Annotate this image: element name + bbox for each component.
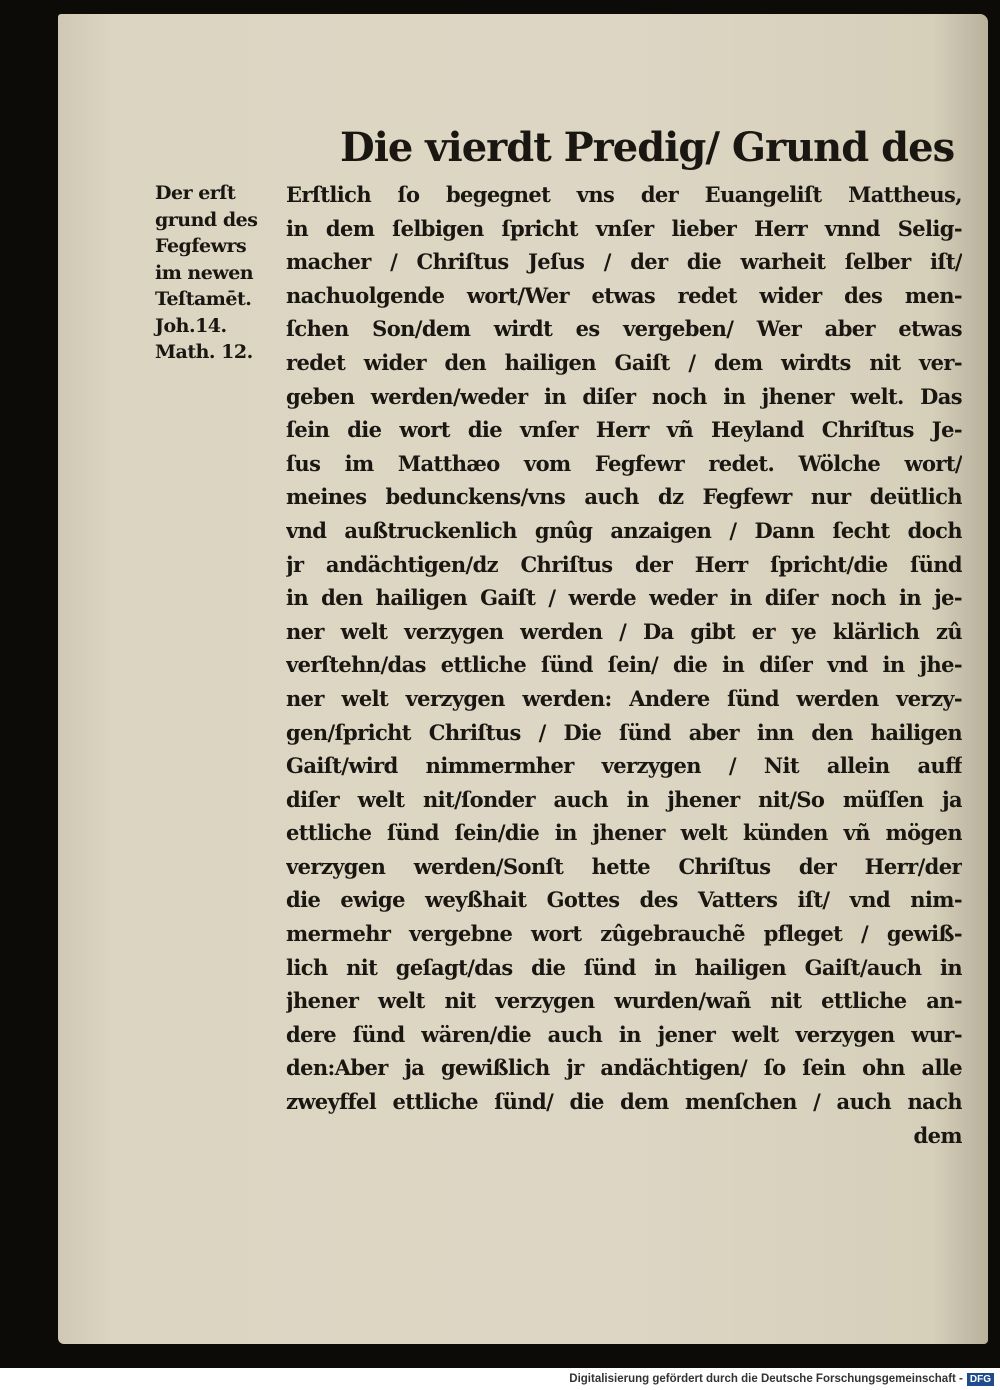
text-line: in den hailigen Gaiſt / werde weder in diſer noch in je-	[286, 585, 962, 611]
text-line: Gaiſt/wird nimmermher verzygen / Nit allein auff	[286, 753, 962, 779]
text-line: verzygen werden/Sonſt hette Chriſtus der Herr/der	[286, 853, 962, 879]
text-line: redet wider den hailigen Gaiſt / dem wirdts nit ver-	[286, 349, 962, 375]
text-line: dem	[913, 1122, 962, 1148]
text-line: ſein die wort die vnſer Herr vñ Heyland Chriſtus Je-	[286, 417, 962, 443]
text-line: ner welt verzygen werden / Da gibt er ye klärlich zû	[286, 618, 962, 644]
margin-note-line: Math. 12.	[155, 341, 253, 363]
footer	[0, 1368, 1000, 1390]
text-line: ſchen Son/dem wirdt es vergeben/ Wer aber etwas	[286, 316, 962, 342]
text-line: meines bedunckens/vns auch dz Fegfewr nur deütlich	[286, 484, 962, 510]
text-line: mermehr vergebne wort zûgebrauchẽ pfleget / gewiß-	[286, 921, 962, 947]
text-line: jr andächtigen/dz Chriſtus der Herr ſpricht/die ſünd	[286, 551, 962, 577]
text-line: geben werden/weder in diſer noch in jhener welt. Das	[286, 383, 962, 409]
text-line: ſus im Matthæo vom Fegfewr redet. Wölche wort/	[286, 450, 962, 476]
body-text	[286, 178, 962, 1152]
text-line: Erſtlich ſo begegnet vns der Euangeliſt Mattheus,	[286, 182, 962, 207]
text-line: verſtehn/das ettliche ſünd ſein/ die in diſer vnd in jhe-	[286, 652, 962, 678]
margin-note-line: grund des	[155, 208, 258, 231]
text-line: vnd außtruckenlich gnûg anzaigen / Dann ſecht doch	[286, 517, 962, 543]
text-line: macher / Chriſtus Jeſus / der die warheit ſelber iſt/	[286, 249, 962, 275]
margin-note-line: Der erſt	[155, 182, 236, 204]
text-line: den:Aber ja gewißlich jr andächtigen/ ſo ſein ohn alle	[286, 1055, 962, 1081]
text-line: zweyffel ettliche ſünd/ die dem menſchen / auch nach	[286, 1089, 962, 1115]
text-line: lich nit geſagt/das die ſünd in hailigen Gaiſt/auch in	[286, 954, 962, 980]
text-line: die ewige weyßhait Gottes des Vatters iſt/ vnd nim-	[286, 887, 962, 913]
margin-note-line: Fegfewrs	[155, 235, 247, 257]
margin-note-line: Joh.14.	[155, 314, 227, 337]
page-heading: Die vierdt Predig/ Grund des	[340, 124, 955, 171]
text-line: in dem ſelbigen ſpricht vnſer lieber Herr vnnd Selig-	[286, 215, 962, 241]
text-line: dere ſünd wären/die auch in jener welt verzygen wur-	[286, 1021, 962, 1047]
margin-note-line: im newen	[155, 261, 254, 284]
footer-text: Digitalisierung gefördert durch die Deutsche Forschungsgemeinschaft -	[569, 1373, 963, 1385]
text-line: ner welt verzygen werden: Andere ſünd werden verzy-	[286, 685, 962, 711]
text-line: ettliche ſünd ſein/die in jhener welt künden vñ mögen	[286, 820, 962, 846]
text-line: diſer welt nit/ſonder auch in jhener nit/So müſſen ja	[286, 786, 962, 812]
margin-note	[155, 180, 275, 366]
text-line: gen/ſpricht Chriſtus / Die ſünd aber inn den hailigen	[286, 719, 962, 745]
dfg-logo[interactable]: DFG	[967, 1373, 994, 1386]
margin-note-line: Teſtamēt.	[155, 288, 252, 310]
text-line: nachuolgende wort/Wer etwas redet wider des men-	[286, 282, 962, 308]
text-line: jhener welt nit verzygen wurden/wañ nit ettliche an-	[286, 988, 962, 1014]
